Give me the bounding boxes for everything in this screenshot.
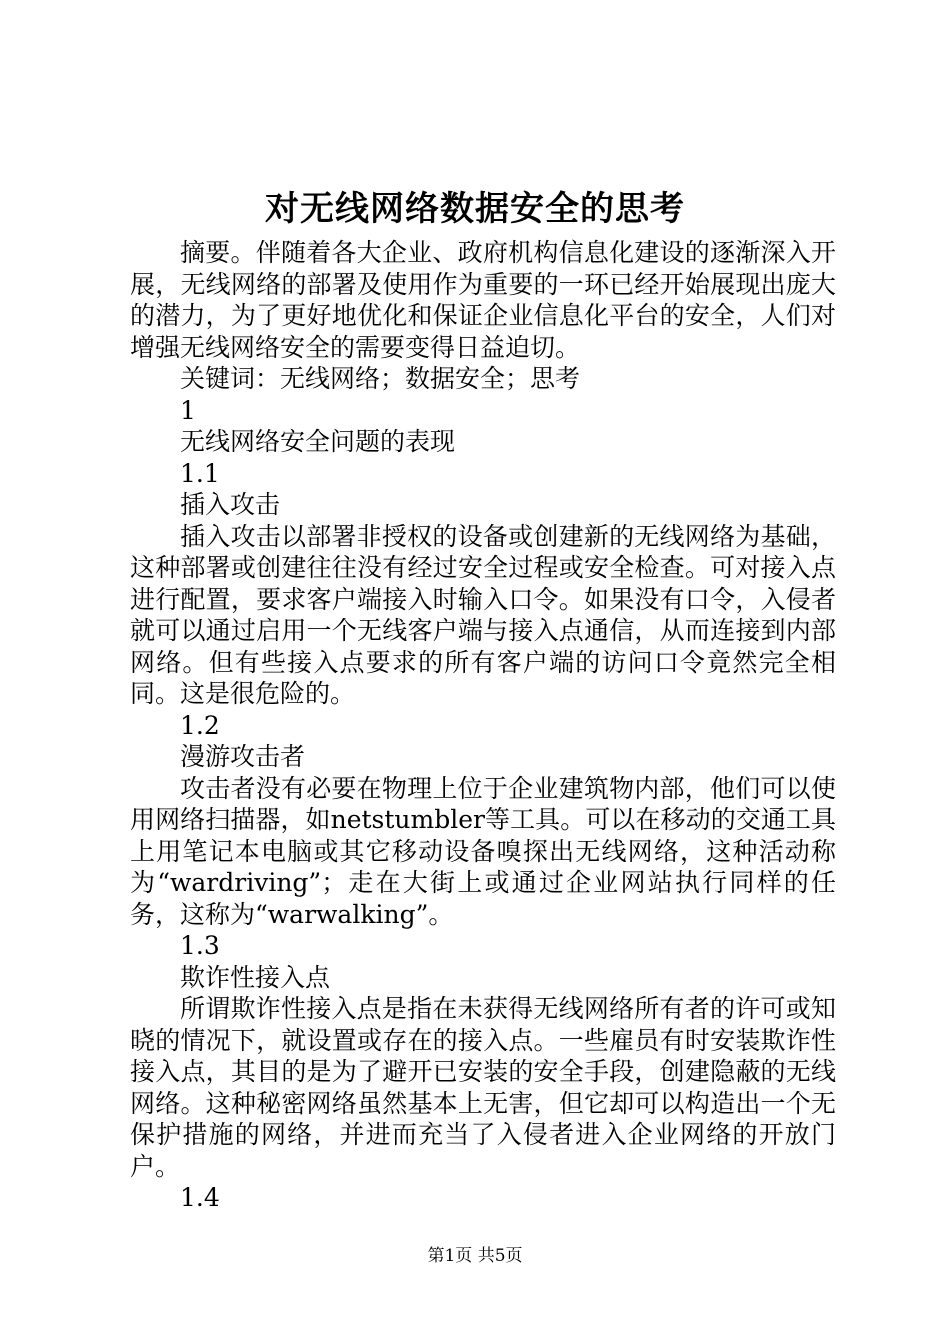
section-1-1-heading: 插入攻击 <box>180 490 281 519</box>
abstract-paragraph: 摘要。伴随着各大企业、政府机构信息化建设的逐渐深入开展，无线网络的部署及使用作为重要的一环已经开始展现出庞大的潜力，为了更好地优化和保证企业信息化平台的安全，人们对增强无线网络安全的需要变得日益迫切。 <box>130 238 836 362</box>
section-1-1-paragraph: 插入攻击以部署非授权的设备或创建新的无线网络为基础，这种部署或创建往往没有经过安全过程或安全检查。可对接入点进行配置，要求客户端接入时输入口令。如果没有口令，入侵者就可以通过启用一个无线客户端与接入点通信，从而连接到内部网络。但有些接入点要求的所有客户端的访问口令竟然完全相同。这是很危险的。 <box>130 521 836 708</box>
section-1-number: 1 <box>180 395 196 425</box>
page-footer: 第1页 共5页 <box>427 1246 523 1266</box>
section-1-2-heading: 漫游攻击者 <box>180 742 306 771</box>
keywords-line: 关键词：无线网络；数据安全；思考 <box>180 364 581 393</box>
section-1-3-heading: 欺诈性接入点 <box>180 962 331 992</box>
section-1-2-number: 1.2 <box>180 710 220 740</box>
section-1-3-paragraph: 所谓欺诈性接入点是指在未获得无线网络所有者的许可或知晓的情况下，就设置或存在的接入点。一些雇员有时安装欺诈性接入点，其目的是为了避开已安装的安全手段，创建隐蔽的无线网络。这种秘密网络虽然基本上无害，但它却可以构造出一个无保护措施的网络，并进而充当了入侵者进入企业网络的开放门户。 <box>130 994 836 1181</box>
section-1-2-paragraph: 攻击者没有必要在物理上位于企业建筑物内部，他们可以使用网络扫描器，如netstumbler等工具。可以在移动的交通工具上用笔记本电脑或其它移动设备嗅探出无线网络，这种活动称为“wardriving”；走在大街上或通过企业网站执行同样的任务，这称为“warwalking”。 <box>130 773 836 929</box>
section-1-1-number: 1.1 <box>180 458 220 488</box>
section-1-4-number: 1.4 <box>180 1183 220 1212</box>
section-1-3-number: 1.3 <box>180 931 220 960</box>
document-body <box>130 237 836 1214</box>
document-title: 对无线网络数据安全的思考 <box>265 189 685 229</box>
section-1-heading: 无线网络安全问题的表现 <box>180 427 456 456</box>
